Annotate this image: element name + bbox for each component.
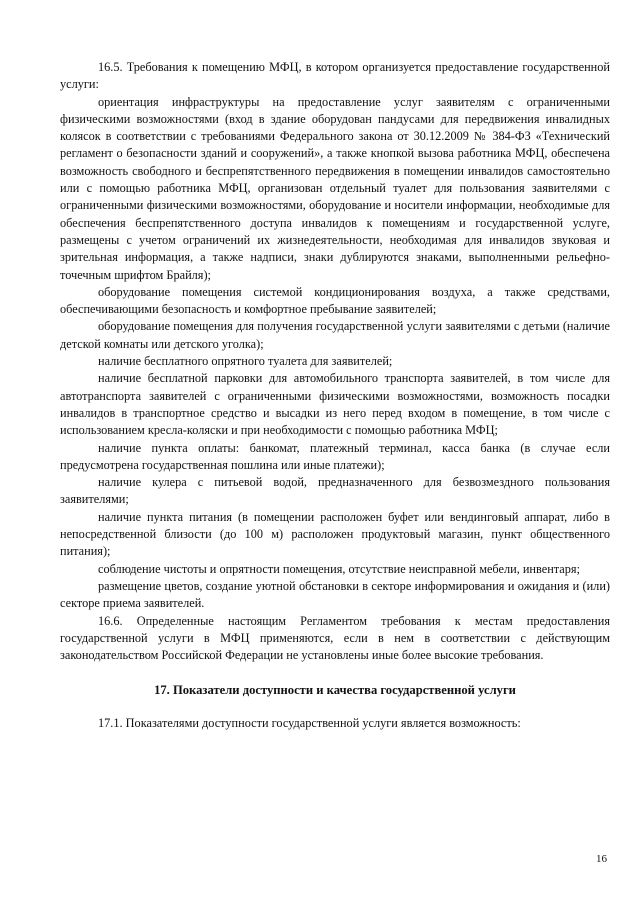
paragraph-16-6: 16.6. Определенные настоящим Регламентом требования к местам предоставления государственной услуги в МФЦ применяются, если в нем в соответствии с действующим законодательством Российской Федерации не установлены иные более высокие требования.: [60, 613, 610, 663]
paragraph-parking: наличие бесплатной парковки для автомобильного транспорта заявителей, в том числе для автотранспорта заявителей с ограниченными физическими возможностями, возможность посадки инвалидов в транспортное средство и высадки из него перед входом в помещение, в том числе с использованием кресла-коляски и при необходимости с помощью работника МФЦ;: [60, 371, 610, 438]
paragraph-toilet: наличие бесплатного опрятного туалета для заявителей;: [98, 354, 393, 369]
section-heading-17: 17. Показатели доступности и качества государственной услуги: [154, 683, 516, 698]
paragraph-flowers: размещение цветов, создание уютной обстановки в секторе информирования и ожидания и (или) секторе приема заявителей.: [60, 578, 610, 611]
paragraph-17-1: 17.1. Показателями доступности государственной услуги является возможность:: [98, 716, 521, 731]
paragraph-food-point: наличие пункта питания (в помещении расположен буфет или вендинговый аппарат, либо в непосредственной близости (до 100 м) расположен продуктовый магазин, пункт общественного питания);: [60, 509, 610, 559]
paragraph-children-room: оборудование помещения для получения государственной услуги заявителями с детьми (наличие детской комнаты или детского уголка);: [60, 319, 610, 351]
paragraph-16-5: 16.5. Требования к помещению МФЦ, в котором организуется предоставление государственной услуги:: [60, 60, 610, 92]
paragraph-water-cooler: наличие кулера с питьевой водой, предназначенного для безвозмездного пользования заявителями;: [60, 475, 610, 507]
document-page: [60, 59, 610, 733]
paragraph-infrastructure: ориентация инфраструктуры на предоставление услуг заявителям с ограниченными физическими возможностями (вход в здание оборудован пандусами для передвижения инвалидных колясок в соответствии с требованиями Федерального закона от 30.12.2009 № 384-ФЗ «Технический регламент о безопасности зданий и сооружений», а также кнопкой вызова работника МФЦ, обеспечена возможность свободного и беспрепятственного передвижения в помещении инвалидов самостоятельно или с помощью работника МФЦ, организован отдельный туалет для пользования заявителями с ограниченными физическими возможностями, оборудование и носители информации, необходимые для обеспечения беспрепятственного доступа инвалидов к помещениям и государственной услуге, размещены с учетом ограничений их жизнедеятельности, необходимая для инвалидов звуковая и зрительная информация, а также надписи, знаки дублируются знаками, выполненными рельефно-точечным шрифтом Брайля);: [60, 94, 610, 282]
paragraph-air-conditioning: оборудование помещения системой кондиционирования воздуха, а также средствами, обеспечивающими безопасность и комфортное пребывание заявителей;: [60, 284, 610, 317]
paragraph-cleanliness: соблюдение чистоты и опрятности помещения, отсутствие неисправной мебели, инвентаря;: [98, 561, 580, 576]
page-number: 16: [596, 853, 607, 865]
paragraph-payment-point: наличие пункта оплаты: банкомат, платежный терминал, касса банка (в случае если предусмотрена государственная пошлина или иные платежи);: [60, 440, 610, 472]
